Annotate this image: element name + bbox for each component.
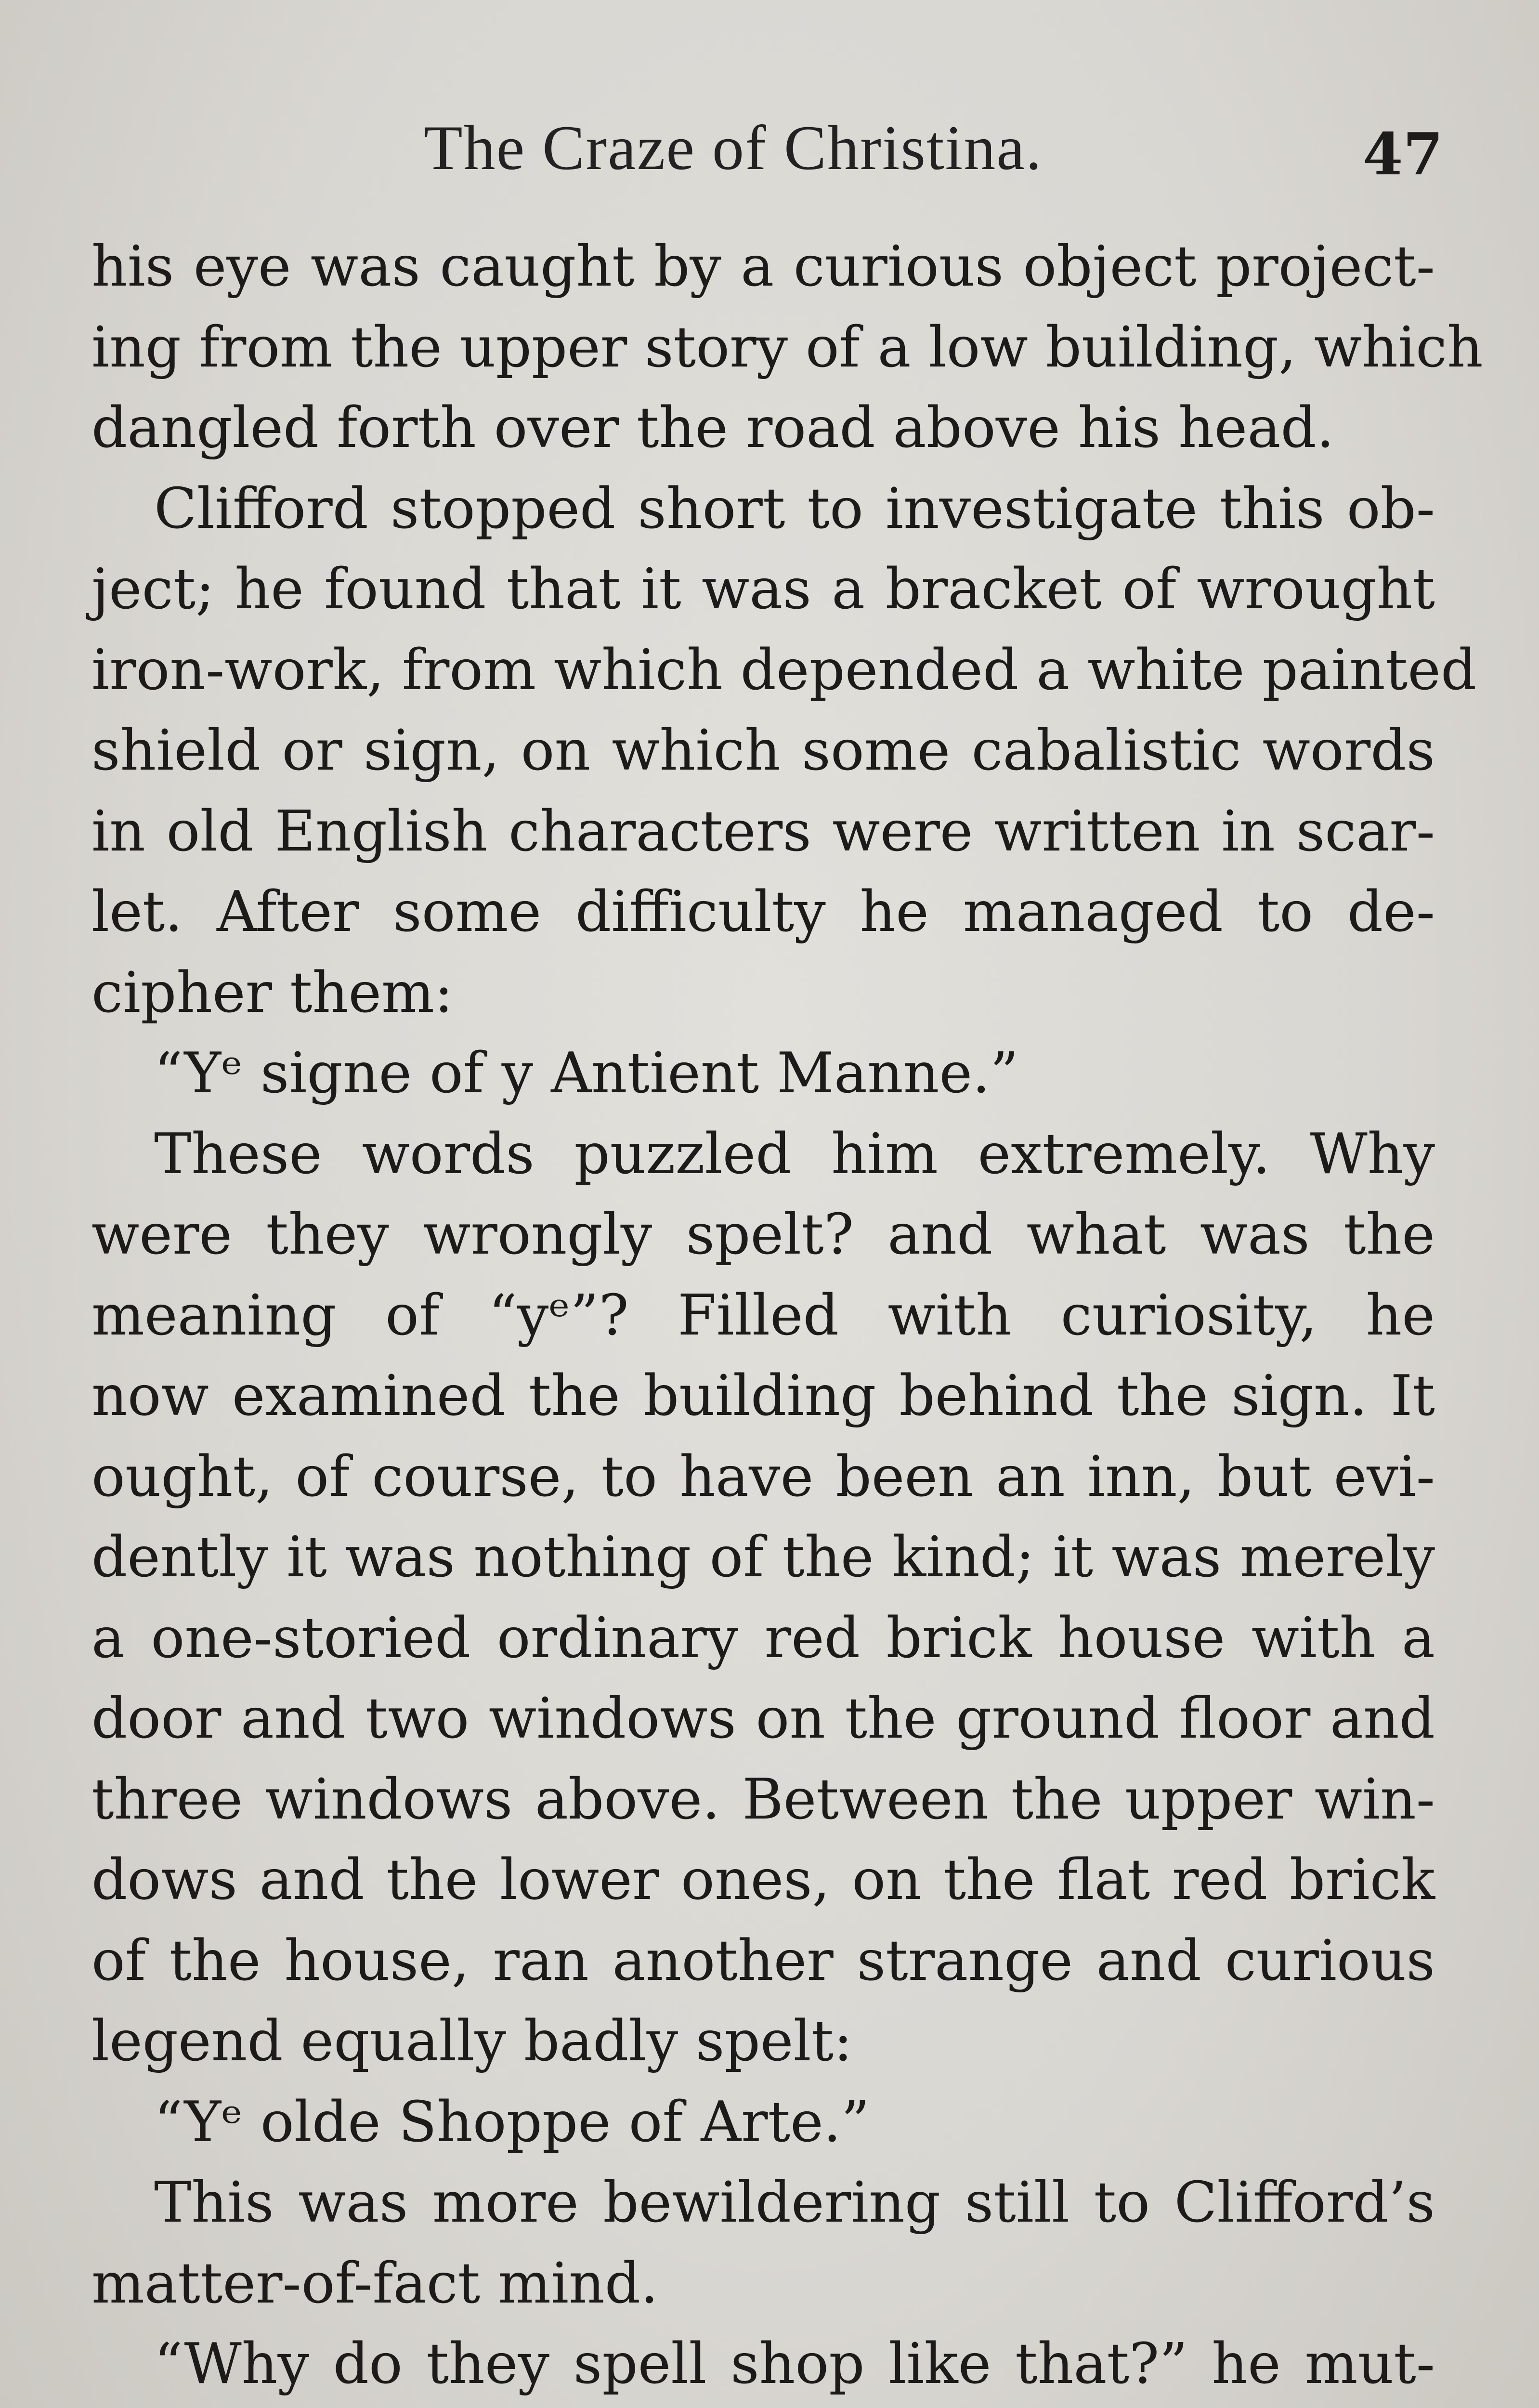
text-line: a one-storied ordinary red brick house with a [91,1605,1435,1671]
text-line: cipher them: [91,960,454,1025]
text-line: meaning of “yᵉ”? Filled with curiosity, he [91,1283,1435,1348]
text-line: were they wrongly spelt? and what was the [91,1202,1435,1267]
text-line: dows and the lower ones, on the flat red brick [91,1847,1435,1912]
text-line: ject; he found that it was a bracket of wrought [91,557,1435,622]
text-line: ing from the upper story of a low building, which [91,314,1483,380]
text-line: These words puzzled him extremely. Why [154,1121,1435,1187]
text-line: three windows above. Between the upper win- [91,1767,1435,1832]
text-line: legend equally badly spelt: [91,2009,853,2074]
text-line: now examined the building behind the sign. It [91,1363,1435,1428]
text-line: iron-work, from which depended a white painted [91,637,1477,703]
page-number: 47 [1363,120,1443,188]
running-title: The Craze of Christina. [424,112,1043,183]
text-line [91,2405,1435,2408]
quoted-sign-text: “Yᵉ signe of y Antient Manne.” [154,1041,1019,1106]
text-line: Clifford stopped short to investigate this ob- [154,476,1435,541]
text-line: matter-of-fact mind. [91,2251,658,2316]
text-line: of the house, ran another strange and curious [91,1928,1435,1993]
text-line: his eye was caught by a curious object project- [91,234,1435,299]
quoted-legend-text: “Yᵉ olde Shoppe of Arte.” [154,2089,870,2155]
page-header [0,111,1539,207]
text-line: door and two windows on the ground floor and [91,1686,1435,1751]
text-line: This was more bewildering still to Clifford’s [154,2170,1435,2235]
text-line: in old English characters were written in scar- [91,798,1435,864]
body-text [91,226,1483,2408]
text-line: shield or sign, on which some cabalistic words [91,718,1435,783]
text-line: ought, of course, to have been an inn, but evi- [91,1444,1435,1509]
text-line: let. After some difficulty he managed to de- [91,879,1435,944]
text-line: dently it was nothing of the kind; it was merely [91,1525,1435,1590]
text-line: dangled forth over the road above his head. [91,395,1334,460]
text-line: “Why do they spell shop like that?” he mut- [154,2331,1435,2396]
